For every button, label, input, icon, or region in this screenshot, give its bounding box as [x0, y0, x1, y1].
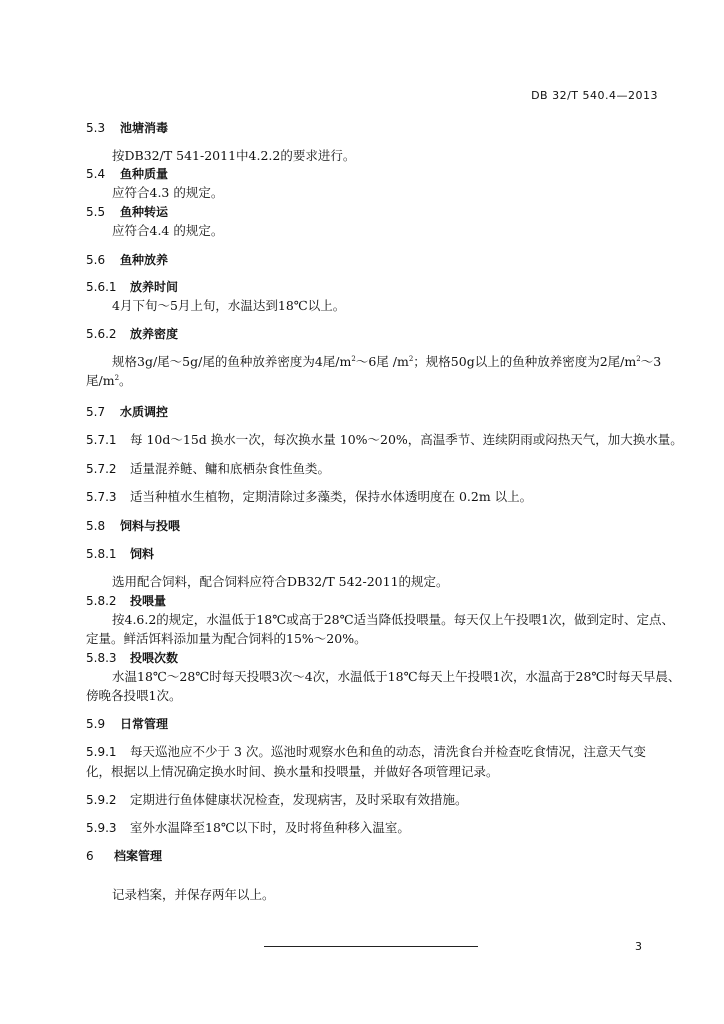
heading-5-6-2: 5.6.2 放养密度 — [86, 327, 179, 341]
clause-5-7-2: 5.7.2 适量混养鲢、鳙和底栖杂食性鱼类。 — [86, 461, 331, 476]
paragraph-6: 记录档案，并保存两年以上。 — [112, 887, 275, 902]
paragraph-5-8-2-cont: 定量。鲜活饵料添加量为配合饲料的15%～20%。 — [86, 631, 367, 646]
document-code: DB 32/T 540.4—2013 — [531, 89, 658, 102]
paragraph-5-6-1: 4月下旬～5月上旬，水温达到18℃以上。 — [112, 298, 346, 313]
paragraph-5-8-3-cont: 傍晚各投喂1次。 — [86, 688, 182, 703]
clause-5-9-3: 5.9.3 室外水温降至18℃以下时，及时将鱼种移入温室。 — [86, 820, 410, 835]
paragraph-5-8-1: 选用配合饲料，配合饲料应符合DB32/T 542-2011的规定。 — [112, 574, 449, 589]
heading-5-6-1: 5.6.1 放养时间 — [86, 280, 179, 294]
heading-5-8-2: 5.8.2 投喂量 — [86, 594, 167, 608]
heading-5-9: 5.9 日常管理 — [86, 717, 169, 731]
heading-5-8: 5.8 饲料与投喂 — [86, 519, 181, 533]
paragraph-5-8-2: 按4.6.2的规定，水温低于18℃或高于28℃适当降低投喂量。每天仅上午投喂1次，做到定时、定点、 — [112, 612, 675, 627]
paragraph-5-5: 应符合4.4 的规定。 — [112, 223, 224, 238]
paragraph-5-3: 按DB32/T 541-2011中4.2.2的要求进行。 — [112, 148, 356, 163]
heading-5-3: 5.3 池塘消毒 — [86, 121, 169, 135]
clause-5-7-1: 5.7.1 每 10d～15d 换水一次，每次换水量 10%～20%，高温季节、连续阴雨或闷热天气，加大换水量。 — [86, 432, 683, 447]
heading-6: 6 档案管理 — [86, 849, 163, 863]
paragraph-5-6-2-cont: 尾$/m^2$。 — [86, 373, 132, 388]
heading-5-7: 5.7 水质调控 — [86, 405, 169, 419]
clause-5-9-1-cont: 化，根据以上情况确定换水时间、换水量和投喂量，并做好各项管理记录。 — [86, 764, 499, 779]
page-number: 3 — [635, 940, 642, 953]
footer-divider — [264, 946, 478, 947]
clause-5-9-2: 5.9.2 定期进行鱼体健康状况检查，发现病害，及时采取有效措施。 — [86, 792, 468, 807]
heading-5-4: 5.4 鱼种质量 — [86, 167, 169, 181]
clause-5-9-1: 5.9.1 每天巡池应不少于 3 次。巡池时观察水色和鱼的动态，清洗食台并检查吃食情况，注意天气变 — [86, 744, 646, 759]
heading-5-8-1: 5.8.1 饲料 — [86, 547, 155, 561]
paragraph-5-4: 应符合4.3 的规定。 — [112, 185, 224, 200]
heading-5-8-3: 5.8.3 投喂次数 — [86, 651, 179, 665]
heading-5-6: 5.6 鱼种放养 — [86, 253, 169, 267]
paragraph-5-8-3: 水温18℃～28℃时每天投喂3次～4次，水温低于18℃每天上午投喂1次，水温高于28℃时每天早晨、 — [112, 669, 681, 684]
clause-5-7-3: 5.7.3 适当种植水生植物，定期清除过多藻类，保持水体透明度在 0.2m 以上。 — [86, 489, 533, 504]
paragraph-5-6-2: 规格3g/尾～5g/尾的鱼种放养密度为4尾$/m^2\sim 6$尾 $/m^2$；规格50g以上的鱼种放养密度为2尾$/m^2\sim 3$ — [112, 354, 662, 369]
heading-5-5: 5.5 鱼种转运 — [86, 205, 169, 219]
